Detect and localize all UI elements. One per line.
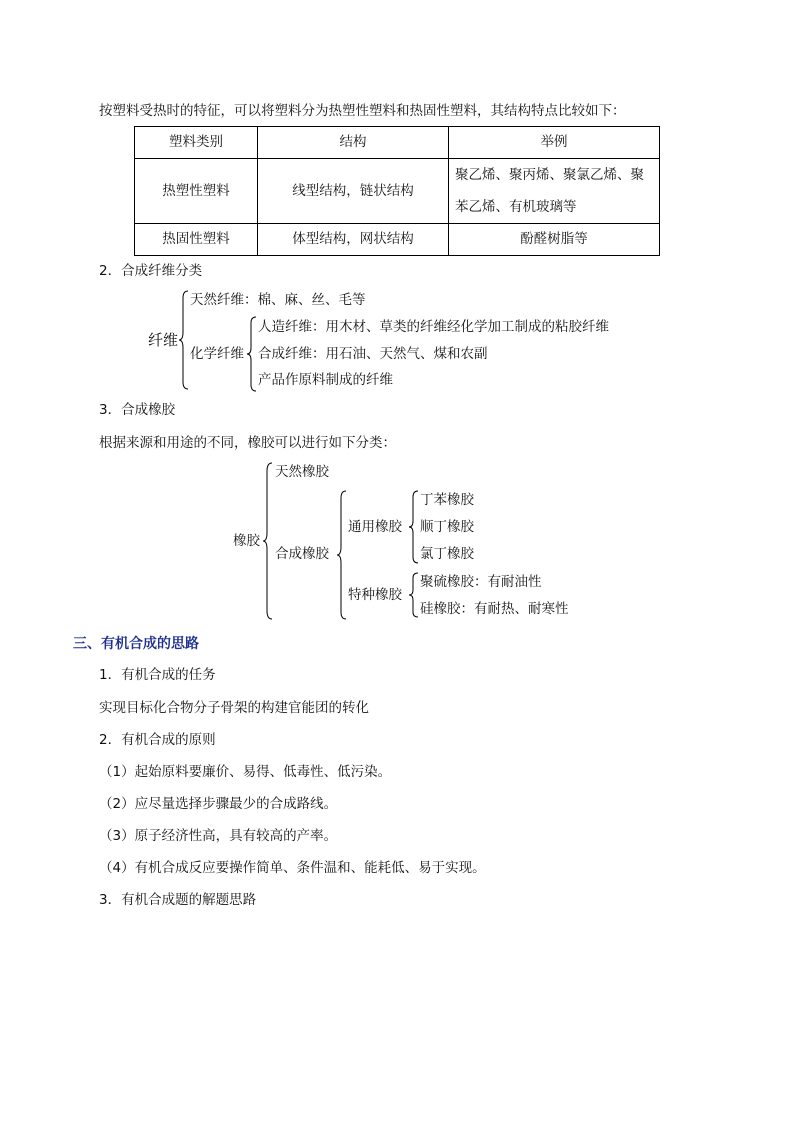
rubber-general-item: 顺丁橡胶 <box>420 519 474 535</box>
fiber-chemical: 化学纤维 <box>190 346 244 362</box>
rubber-special-item: 硅橡胶：有耐热、耐寒性 <box>420 601 569 617</box>
principle-item: （3）原子经济性高，具有较高的产率。 <box>99 828 338 844</box>
plastic-intro: 按塑料受热时的特征，可以将塑料分为热塑性塑料和热固性塑料，其结构特点比较如下： <box>99 103 626 119</box>
fiber-brace-icon <box>178 290 190 390</box>
fiber-heading: 2．合成纤维分类 <box>99 263 203 279</box>
rubber-general: 通用橡胶 <box>348 519 402 535</box>
rubber-natural: 天然橡胶 <box>275 464 329 480</box>
table-cell: 热固性塑料 <box>135 224 258 256</box>
table-cell: 热塑性塑料 <box>135 159 258 224</box>
principle-item: （1）起始原料要廉价、易得、低毒性、低污染。 <box>99 764 392 780</box>
task-text: 实现目标化合物分子骨架的构建官能团的转化 <box>99 700 369 716</box>
fiber-natural: 天然纤维：棉、麻、丝、毛等 <box>190 292 366 308</box>
general-rubber-brace-icon <box>408 490 420 564</box>
principle-item: （2）应尽量选择步骤最少的合成路线。 <box>99 796 338 812</box>
rubber-general-item: 氯丁橡胶 <box>420 546 474 562</box>
table-header-cell: 塑料类别 <box>135 127 258 159</box>
plastic-comparison-table <box>134 126 660 256</box>
table-header-cell: 结构 <box>258 127 449 159</box>
table-cell: 体型结构，网状结构 <box>258 224 449 256</box>
fiber-chemical-item: 人造纤维：用木材、草类的纤维经化学加工制成的粘胶纤维 <box>258 319 609 335</box>
fiber-chemical-item: 产品作原料制成的纤维 <box>258 372 393 388</box>
table-header-row <box>135 127 660 159</box>
rubber-heading: 3．合成橡胶 <box>99 402 176 418</box>
section-title: 三、有机合成的思路 <box>73 636 199 652</box>
table-row <box>135 224 660 256</box>
principle-item: （4）有机合成反应要操作简单、条件温和、能耗低、易于实现。 <box>99 860 486 876</box>
approach-heading: 3．有机合成题的解题思路 <box>99 892 257 908</box>
table-row <box>135 159 660 224</box>
chemical-fiber-brace-icon <box>246 316 258 392</box>
principle-heading: 2．有机合成的原则 <box>99 732 216 748</box>
table-cell: 线型结构，链状结构 <box>258 159 449 224</box>
fiber-root-label: 纤维 <box>148 331 179 349</box>
rubber-brace-icon <box>262 462 274 620</box>
table-header-cell: 举例 <box>449 127 660 159</box>
rubber-special: 特种橡胶 <box>348 587 402 603</box>
rubber-synthetic: 合成橡胶 <box>275 546 329 562</box>
rubber-special-item: 聚硫橡胶：有耐油性 <box>420 574 542 590</box>
rubber-root-label: 橡胶 <box>233 533 260 549</box>
synthetic-rubber-brace-icon <box>336 490 348 620</box>
rubber-intro: 根据来源和用途的不同，橡胶可以进行如下分类： <box>99 435 396 451</box>
fiber-chemical-item: 合成纤维：用石油、天然气、煤和农副 <box>258 346 488 362</box>
table-cell: 酚醛树脂等 <box>449 224 660 256</box>
special-rubber-brace-icon <box>408 572 420 618</box>
rubber-general-item: 丁苯橡胶 <box>420 492 474 508</box>
table-cell: 聚乙烯、聚丙烯、聚氯乙烯、聚苯乙烯、有机玻璃等 <box>449 159 660 224</box>
task-heading: 1．有机合成的任务 <box>99 667 216 683</box>
